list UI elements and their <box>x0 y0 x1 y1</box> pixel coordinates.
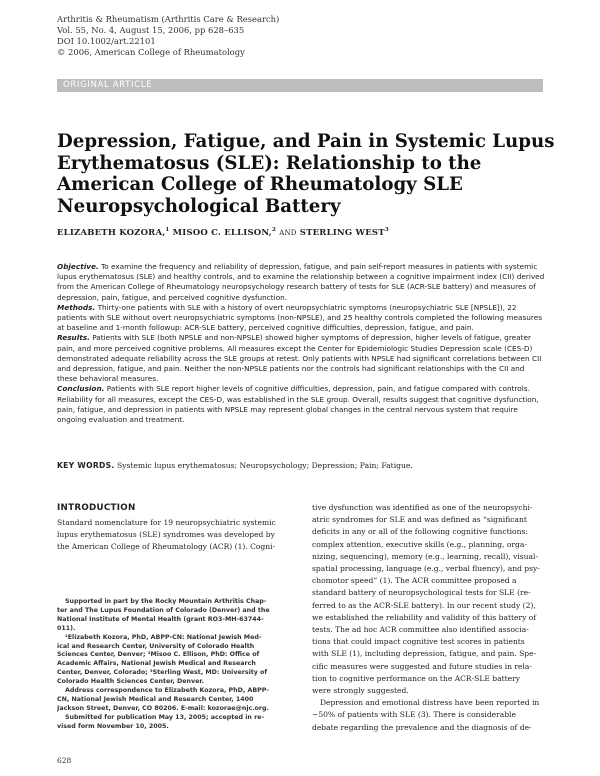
body-line: tion to cognitive performance on the ACR-SLE battery <box>312 673 520 683</box>
journal-citation <box>57 14 279 58</box>
title-line: Depression, Fatigue, and Pain in Systemic Lupus <box>57 131 555 152</box>
body-line: atric syndromes for SLE and was defined as “significant <box>312 515 527 525</box>
abstract-text: Patients with SLE (both NPSLE and non-NPSLE) showed higher symptoms of depression, higher levels of fatigue, greater pain, and more perceived cognitive problems. All measures except the Center for Epidemiologic Studies Depression scale (CES-D) demonstrated adequate reliability across the SLE groups at retest. Only patients with NPSLE had significant correlations between CII and depression, fatigue, and pain. Neither the non-NPSLE patients nor the controls had significant relationships with the CII and these behavioral measures. <box>57 333 542 384</box>
footnote-line: Sciences Center, Denver; ²Misoo C. Ellison, PhD: Office of <box>57 651 260 659</box>
body-line: Standard nomenclature for 19 neuropsychiatric systemic <box>57 518 276 527</box>
body-line: chomotor speed” (1). The ACR committee proposed a <box>312 576 517 586</box>
footnote-line: ¹Elizabeth Kozora, PhD, ABPP-CN: National Jewish Med- <box>65 633 262 641</box>
body-line: complex attention, executive skills (e.g., planning, orga- <box>312 539 527 549</box>
footnote-line: Colorado Health Sciences Center, Denver. <box>57 678 204 686</box>
body-line: spatial processing, language (e.g., verbal fluency), and psy- <box>312 564 540 574</box>
body-line: tests. The ad hoc ACR committee also identified associa- <box>312 625 529 635</box>
abstract-results <box>57 333 547 384</box>
body-line: we established the reliability and validity of this battery of <box>312 612 537 622</box>
body-line: lupus erythematosus (SLE) syndromes was developed by <box>57 530 275 540</box>
section-label: ORIGINAL ARTICLE <box>63 80 153 90</box>
article-title <box>57 131 555 217</box>
footnote-line: Address correspondence to Elizabeth Kozora, PhD, ABPP- <box>65 687 269 695</box>
abstract-heading: Methods. <box>57 302 96 312</box>
body-line: the American College of Rheumatology (ACR) (1). Cogni- <box>57 542 276 552</box>
abstract-heading: Conclusion. <box>57 384 105 394</box>
journal-copyright: © 2006, American College of Rheumatology <box>57 47 245 57</box>
author-name: MISOO C. ELLISON, <box>172 227 272 238</box>
journal-doi: DOI 10.1002/art.22101 <box>57 36 156 46</box>
abstract-methods <box>57 303 547 334</box>
keywords-label: KEY WORDS. <box>57 461 115 470</box>
author-affiliation-mark: 1 <box>165 227 170 233</box>
author-conjunction: AND <box>279 228 297 237</box>
body-line: Depression and emotional distress have been reported in <box>320 698 540 708</box>
footnote-line: Academic Affairs, National Jewish Medical and Research <box>57 660 256 668</box>
page-number: 628 <box>57 756 72 765</box>
keywords <box>57 461 547 470</box>
body-line: ~50% of patients with SLE (3). There is considerable <box>312 710 516 720</box>
footnote-line: 011). <box>57 624 76 632</box>
abstract-text: Thirty-one patients with SLE with a history of overt neuropsychiatric symptoms (neuropsychiatric SLE [NPSLE]), 22 patients with SLE without overt neuropsychiatric symptoms (non-NPSLE), and 25 healthy controls completed the following measures at baseline and 1-month followup: ACR-SLE battery, perceived cognitive difficulties, depression, fatigue, and pain. <box>57 302 543 333</box>
body-line: tive dysfunction was identified as one of the neuropsychi- <box>312 503 533 512</box>
author-affiliation-mark: 2 <box>271 227 277 233</box>
body-line: deficits in any or all of the following cognitive functions: <box>312 527 528 537</box>
body-line: tions that could impact cognitive test scores in patients <box>312 637 525 647</box>
author-affiliation-mark: 3 <box>384 227 389 233</box>
abstract <box>57 262 547 425</box>
body-line: with SLE (1), including depression, fatigue, and pain. Spe- <box>312 649 537 659</box>
abstract-text: Patients with SLE report higher levels of cognitive difficulties, depression, pain, and fatigue compared with controls. Reliability for all measures, except the CES-D, was established in the SLE group. Overall, results suggest that cognitive dysfunction, pain, fatigue, and depression in patients with NPSLE may represent global changes in the central nervous system that require ongoing evaluation and treatment. <box>57 384 539 425</box>
footnote-line: ical and Research Center, University of Colorado Health <box>57 642 255 650</box>
footnote-line: National Institute of Mental Health (grant RO3-MH-63744- <box>57 615 264 623</box>
footnote-line: Supported in part by the Rocky Mountain Arthritis Chap- <box>65 598 267 605</box>
footnote-line: Center, Denver, Colorado; ³Sterling West, MD: University of <box>57 669 268 677</box>
abstract-text: To examine the frequency and reliability of depression, fatigue, and pain self-report measures in patients with systemic lupus erythematosus (SLE) and healthy controls, and to examine the relationship between a cognitive impairment index (CII) derived from the American College of Rheumatology neuropsychology research battery of tests for SLE (ACR-SLE battery) and measures of depression, pain, fatigue, and perceived cognitive dysfunction. <box>57 262 545 302</box>
keywords-text: Systemic lupus erythematosus; Neuropsychology; Depression; Pain; Fatigue. <box>116 461 413 470</box>
section-band <box>57 79 543 92</box>
journal-volume: Vol. 55, No. 4, August 15, 2006, pp 628–635 <box>57 25 245 35</box>
section-heading-introduction: INTRODUCTION <box>57 503 136 513</box>
body-column-right <box>312 502 546 734</box>
abstract-heading: Objective. <box>57 262 99 271</box>
footnote-line: ter and The Lupus Foundation of Colorado (Denver) and the <box>57 606 270 614</box>
body-line: cific measures were suggested and future studies in rela- <box>312 661 532 671</box>
abstract-conclusion <box>57 384 547 425</box>
body-column-left <box>57 517 291 554</box>
body-line: ferred to as the ACR-SLE battery). In our recent study (2), <box>312 600 536 610</box>
abstract-objective <box>57 262 547 303</box>
author-list <box>57 227 389 238</box>
title-line: Erythematosus (SLE): Relationship to the <box>57 152 482 174</box>
footnote-line: Jackson Street, Denver, CO 80206. E-mail: kozorae@njc.org. <box>57 704 269 712</box>
footnote-line: CN, National Jewish Medical and Research Center, 1400 <box>57 695 254 703</box>
body-line: debate regarding the prevalence and the diagnosis of de- <box>312 722 532 732</box>
body-line: nizing, sequencing), memory (e.g., learning, recall), visual- <box>312 551 539 561</box>
body-line: standard battery of neuropsychological tests for SLE (re- <box>312 588 531 598</box>
author-name: ELIZABETH KOZORA, <box>57 227 166 238</box>
footnote-line: Submitted for publication May 13, 2005; accepted in re- <box>65 713 265 721</box>
title-line: American College of Rheumatology SLE <box>57 174 463 195</box>
footnote-block <box>57 598 291 732</box>
footnote-line: vised form November 10, 2005. <box>57 722 169 730</box>
abstract-heading: Results. <box>57 333 90 343</box>
title-line: Neuropsychological Battery <box>57 195 341 217</box>
journal-name: Arthritis & Rheumatism (Arthritis Care & Research) <box>57 14 280 24</box>
body-line: were strongly suggested. <box>312 686 409 696</box>
author-name: STERLING WEST <box>299 227 385 238</box>
